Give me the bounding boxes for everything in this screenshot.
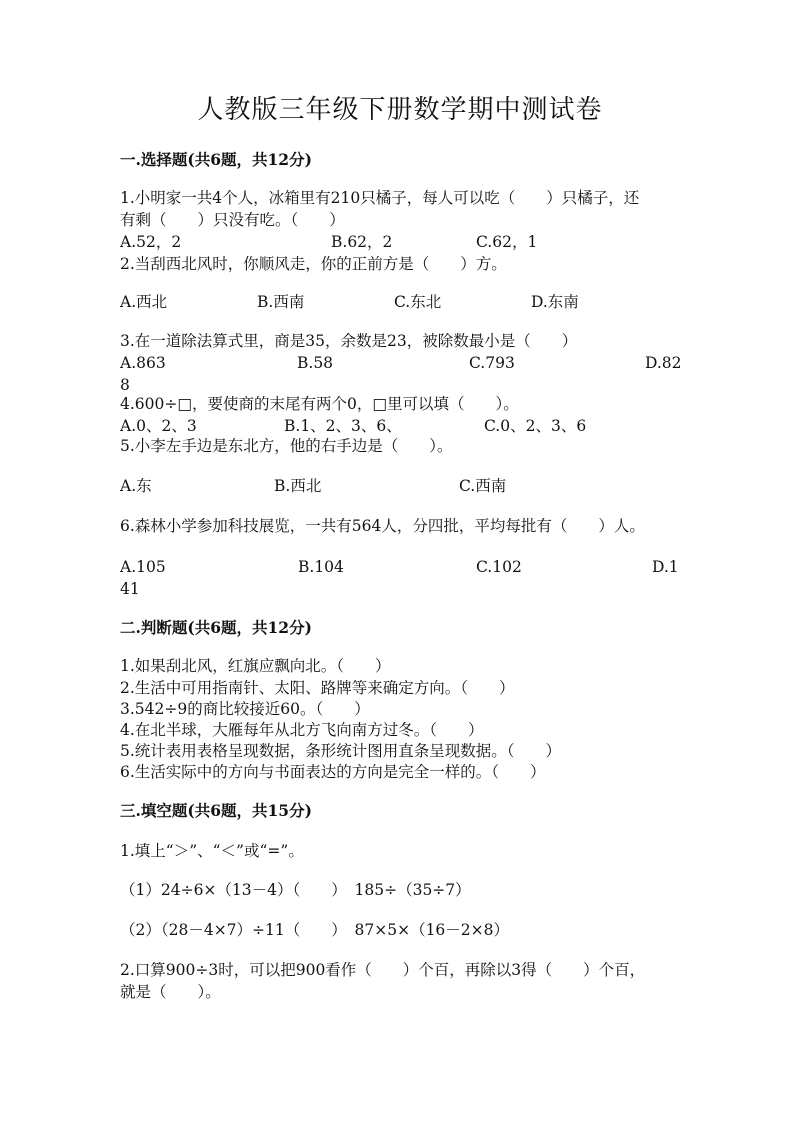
section-heading-choice: 一.选择题(共6题，共12分) <box>120 150 312 169</box>
option-b: B.西南 <box>257 293 305 311</box>
question-text: 5.小李左手边是东北方，他的右手边是（ ）。 <box>120 437 453 455</box>
option-a: A.东 <box>120 477 152 495</box>
question-text: 2.当刮西北风时，你顺风走，你的正前方是（ ）方。 <box>120 255 507 273</box>
option-c: C.62，1 <box>476 233 538 251</box>
list-item: 3.542÷9的商比较接近60。（ ） <box>120 700 370 718</box>
page-title: 人教版三年级下册数学期中测试卷 <box>197 95 603 125</box>
option-d: D.东南 <box>531 293 579 311</box>
option-c: C.西南 <box>459 477 507 495</box>
option-d: D.82 <box>645 354 682 372</box>
option-b: B.104 <box>298 558 344 576</box>
list-item: 4.在北半球，大雁每年从北方飞向南方过冬。（ ） <box>120 721 484 739</box>
option-a: A.0、2、3 <box>120 417 197 435</box>
option-b: B.1、2、3、6、 <box>284 417 402 435</box>
option-b: B.62，2 <box>331 233 393 251</box>
option-a: A.52，2 <box>120 233 182 251</box>
comparison-row: （2）（28－4×7）÷11（ ） 87×5×（16－2×8） <box>120 921 509 939</box>
option-b: B.58 <box>297 354 334 372</box>
question-text: 4.600÷□，要使商的末尾有两个0，□里可以填（ ）。 <box>120 395 519 413</box>
question-text: 3.在一道除法算式里，商是35，余数是23，被除数最小是（ ） <box>120 332 578 350</box>
option-c: C.0、2、3、6 <box>484 417 587 435</box>
question-text: 1.填上“＞”、“＜”或“=”。 <box>120 842 304 860</box>
question-text: 1.小明家一共4个人，冰箱里有210只橘子，每人可以吃（ ）只橘子，还 <box>120 189 640 207</box>
list-item: 2.生活中可用指南针、太阳、路牌等来确定方向。（ ） <box>120 679 515 697</box>
list-item: 1.如果刮北风，红旗应飘向北。（ ） <box>120 657 391 675</box>
option-a: A.105 <box>120 558 166 576</box>
option-c: C.793 <box>469 354 515 372</box>
list-item: 5.统计表用表格呈现数据，条形统计图用直条呈现数据。（ ） <box>120 742 562 760</box>
option-d-wrap: 8 <box>120 376 130 394</box>
question-text: 有剩（ ）只没有吃。（ ） <box>120 211 345 229</box>
comparison-row: （1）24÷6×（13－4）（ ） 185÷（35÷7） <box>120 881 471 899</box>
question-text: 2.口算900÷3时，可以把900看作（ ）个百，再除以3得（ ）个百， <box>120 961 646 979</box>
section-heading-fill: 三.填空题(共6题，共15分) <box>120 801 312 820</box>
question-text: 6.森林小学参加科技展览，一共有564人，分四批，平均每批有（ ）人。 <box>120 517 645 535</box>
option-c: C.102 <box>476 558 522 576</box>
option-a: A.863 <box>120 354 166 372</box>
option-a: A.西北 <box>120 293 168 311</box>
option-d: D.1 <box>652 558 679 576</box>
section-heading-judgement: 二.判断题(共6题，共12分) <box>120 618 312 637</box>
question-text: 就是（ ）。 <box>120 983 221 1001</box>
option-d-wrap: 41 <box>120 580 140 598</box>
option-c: C.东北 <box>394 293 442 311</box>
list-item: 6.生活实际中的方向与书面表达的方向是完全一样的。（ ） <box>120 763 546 781</box>
option-b: B.西北 <box>274 477 322 495</box>
